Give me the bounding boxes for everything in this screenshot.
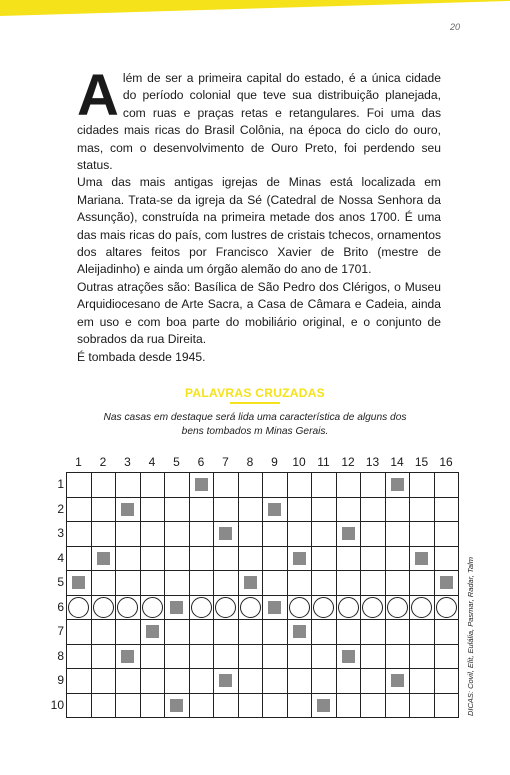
crossword-cell[interactable] — [116, 498, 141, 523]
crossword-cell[interactable] — [361, 620, 386, 645]
crossword-cell[interactable] — [165, 473, 190, 498]
crossword-cell[interactable] — [337, 645, 362, 670]
crossword-cell[interactable] — [435, 694, 460, 719]
crossword-cell[interactable] — [263, 694, 288, 719]
column-label: 7 — [222, 455, 229, 469]
highlight-circle — [436, 597, 457, 618]
crossword-cell[interactable] — [141, 669, 166, 694]
crossword-cell[interactable] — [92, 571, 117, 596]
crossword-cell[interactable] — [190, 473, 215, 498]
blocked-square — [293, 552, 306, 565]
crossword-cell[interactable] — [386, 571, 411, 596]
crossword-cell[interactable] — [410, 694, 435, 719]
crossword-cell[interactable] — [190, 620, 215, 645]
crossword-cell[interactable] — [214, 522, 239, 547]
highlight-circle — [289, 597, 310, 618]
crossword-cell[interactable] — [214, 498, 239, 523]
crossword-cell[interactable] — [337, 694, 362, 719]
crossword-cell[interactable] — [386, 522, 411, 547]
blocked-square — [342, 650, 355, 663]
crossword-cell[interactable] — [116, 620, 141, 645]
highlight-circle — [93, 597, 114, 618]
crossword-cell[interactable] — [312, 669, 337, 694]
blocked-square — [342, 527, 355, 540]
crossword-cell[interactable] — [141, 620, 166, 645]
row-label: 8 — [57, 648, 64, 663]
crossword-cell[interactable] — [141, 498, 166, 523]
highlight-circle — [191, 597, 212, 618]
crossword-cell[interactable] — [263, 620, 288, 645]
top-accent-band — [0, 0, 510, 16]
crossword-cell[interactable] — [214, 620, 239, 645]
column-label: 9 — [271, 455, 278, 469]
crossword-cell[interactable] — [312, 547, 337, 572]
crossword-cell[interactable] — [67, 645, 92, 670]
crossword-cell[interactable] — [288, 645, 313, 670]
crossword-cell[interactable] — [239, 620, 264, 645]
page-number: 20 — [449, 22, 460, 32]
blocked-square — [170, 601, 183, 614]
crossword-cell[interactable] — [361, 694, 386, 719]
column-label: 16 — [439, 455, 453, 469]
crossword-cell[interactable] — [263, 473, 288, 498]
blocked-square — [440, 576, 453, 589]
crossword-cell[interactable] — [141, 473, 166, 498]
crossword-cell[interactable] — [165, 596, 190, 621]
crossword-cell[interactable] — [165, 669, 190, 694]
crossword-cell[interactable] — [386, 669, 411, 694]
crossword-cell[interactable] — [92, 669, 117, 694]
column-label: 12 — [341, 455, 355, 469]
crossword-cell[interactable] — [312, 498, 337, 523]
crossword-cell[interactable] — [239, 473, 264, 498]
crossword-cell[interactable] — [288, 547, 313, 572]
row-label: 9 — [57, 673, 64, 687]
highlight-circle — [240, 597, 261, 618]
blocked-square — [391, 478, 404, 491]
crossword-cell[interactable] — [337, 669, 362, 694]
column-label: 5 — [173, 455, 180, 469]
crossword-cell[interactable] — [92, 522, 117, 547]
highlight-circle — [338, 597, 359, 618]
crossword-cell[interactable] — [190, 498, 215, 523]
paragraph-2: Uma das mais antigas igrejas de Minas está localizada em Mariana. Trata-se da igreja da Sé (Catedral de Nossa Senhora da Assunção), construída na primeira metade dos anos 1700. É uma das mais ricas do país, com lustres de cristais tchecos, ornamentos dos altares feitos por Francisco Xavier de Brito (mestre de Aleijadinho) e ainda um órgão alemão do ano de 1701. — [77, 175, 441, 277]
paragraph-3: Outras atrações são: Basílica de São Pedro dos Clérigos, o Museu Arquidiocesano de Arte Sacra, a Casa de Câmara e Cadeia, ainda em uso e com boa parte do mobiliário original, e o conjunto de sobrados da rua Direita. — [77, 279, 441, 347]
column-label: 4 — [148, 455, 156, 469]
crossword-cell[interactable] — [410, 498, 435, 523]
crossword-cell[interactable] — [165, 645, 190, 670]
title-underline — [230, 402, 280, 404]
crossword-cell[interactable] — [239, 498, 264, 523]
blocked-square — [146, 625, 159, 638]
crossword-cell[interactable] — [361, 498, 386, 523]
column-label: 8 — [246, 455, 254, 469]
crossword-cell[interactable] — [312, 473, 337, 498]
crossword-cell[interactable] — [214, 645, 239, 670]
crossword-cell[interactable] — [92, 645, 117, 670]
drop-cap: A — [77, 63, 119, 128]
crossword-cell[interactable] — [165, 694, 190, 719]
crossword-cell[interactable] — [165, 522, 190, 547]
crossword-cell[interactable] — [165, 620, 190, 645]
crossword-cell[interactable] — [239, 547, 264, 572]
blocked-square — [293, 625, 306, 638]
crossword-cell[interactable] — [214, 571, 239, 596]
crossword-cell[interactable] — [141, 645, 166, 670]
crossword-cell[interactable] — [288, 669, 313, 694]
highlight-circle — [362, 597, 383, 618]
row-label: 5 — [57, 575, 64, 589]
crossword-cell[interactable] — [263, 645, 288, 670]
crossword-cell[interactable] — [165, 498, 190, 523]
column-label: 13 — [365, 455, 380, 469]
crossword-cell[interactable] — [435, 498, 460, 523]
crossword-cell[interactable] — [92, 596, 117, 621]
crossword-cell[interactable] — [141, 571, 166, 596]
blocked-square — [121, 650, 134, 663]
crossword-cell[interactable] — [116, 645, 141, 670]
crossword-cell[interactable] — [239, 669, 264, 694]
crossword-cell[interactable] — [239, 522, 264, 547]
crossword-cell[interactable] — [141, 522, 166, 547]
column-label: 11 — [317, 455, 330, 469]
puzzle-hints: DICAS: Covil, Elit, Eulália, Pasmar, Radar, Talm — [466, 557, 475, 716]
crossword-cell[interactable] — [141, 547, 166, 572]
crossword-cell[interactable] — [361, 473, 386, 498]
crossword-cell[interactable] — [190, 571, 215, 596]
crossword-cell[interactable] — [410, 669, 435, 694]
crossword-cell[interactable] — [435, 596, 460, 621]
crossword-cell[interactable] — [386, 498, 411, 523]
crossword-cell[interactable] — [116, 596, 141, 621]
crossword-cell[interactable] — [67, 596, 92, 621]
crossword-cell[interactable] — [288, 473, 313, 498]
crossword-cell[interactable] — [337, 473, 362, 498]
blocked-square — [195, 478, 208, 491]
crossword-cell[interactable] — [337, 620, 362, 645]
crossword-cell[interactable] — [435, 522, 460, 547]
column-label: 14 — [390, 455, 404, 469]
crossword-cell[interactable] — [337, 571, 362, 596]
crossword-cell[interactable] — [214, 473, 239, 498]
blocked-square — [170, 699, 183, 712]
crossword-cell[interactable] — [312, 694, 337, 719]
crossword-cell[interactable] — [361, 571, 386, 596]
blocked-square — [72, 576, 85, 589]
puzzle-instructions: Nas casas em destaque será lida uma característica de alguns dos bens tombados m Minas Gerais. — [103, 412, 407, 437]
crossword-cell[interactable] — [67, 473, 92, 498]
article-body — [77, 63, 441, 366]
crossword-cell[interactable] — [410, 620, 435, 645]
crossword-cell[interactable] — [214, 547, 239, 572]
crossword-cell[interactable] — [435, 645, 460, 670]
crossword-cell[interactable] — [239, 645, 264, 670]
crossword-cell[interactable] — [288, 694, 313, 719]
row-label: 2 — [57, 501, 64, 516]
crossword-cell[interactable] — [410, 596, 435, 621]
crossword-cell[interactable] — [337, 596, 362, 621]
crossword-cell[interactable] — [92, 498, 117, 523]
blocked-square — [219, 674, 232, 687]
crossword-cell[interactable] — [386, 645, 411, 670]
blocked-square — [415, 552, 428, 565]
crossword-cell[interactable] — [239, 596, 264, 621]
crossword-cell[interactable] — [263, 547, 288, 572]
column-label: 1 — [75, 455, 82, 469]
crossword-cell[interactable] — [386, 547, 411, 572]
row-label: 4 — [57, 550, 64, 565]
column-label: 6 — [197, 455, 205, 469]
crossword-cell[interactable] — [92, 473, 117, 498]
blocked-square — [268, 503, 281, 516]
crossword-cell[interactable] — [435, 620, 460, 645]
crossword-cell[interactable] — [67, 669, 92, 694]
crossword-cell[interactable] — [312, 620, 337, 645]
row-label: 6 — [57, 599, 64, 614]
crossword-cell[interactable] — [312, 522, 337, 547]
column-label: 10 — [292, 455, 306, 469]
crossword-cell[interactable] — [312, 571, 337, 596]
crossword-cell[interactable] — [190, 669, 215, 694]
crossword-cell[interactable] — [67, 620, 92, 645]
row-label: 1 — [57, 477, 64, 491]
crossword-cell[interactable] — [165, 547, 190, 572]
crossword-cell[interactable] — [288, 620, 313, 645]
puzzle-title: PALAVRAS CRUZADAS — [185, 386, 325, 400]
crossword-cell[interactable] — [386, 620, 411, 645]
crossword-cell[interactable] — [435, 571, 460, 596]
crossword-cell[interactable] — [288, 498, 313, 523]
crossword-cell[interactable] — [361, 522, 386, 547]
crossword-cell[interactable] — [410, 473, 435, 498]
crossword-cell[interactable] — [67, 522, 92, 547]
column-label: 2 — [99, 455, 107, 469]
crossword-cell[interactable] — [386, 596, 411, 621]
blocked-square — [391, 674, 404, 687]
crossword-cell[interactable] — [361, 596, 386, 621]
crossword-cell[interactable] — [190, 645, 215, 670]
crossword-cell[interactable] — [116, 669, 141, 694]
crossword-cell[interactable] — [288, 596, 313, 621]
crossword-cell[interactable] — [263, 571, 288, 596]
crossword-cell[interactable] — [386, 473, 411, 498]
paragraph-1: lém de ser a primeira capital do estado, é a única cidade do período colonial que teve sua distribuição planejada, com ruas e praças retas e retangulares. Foi uma das cidades mais ricas do Brasil Colônia, na época do ciclo do ouro, mas, com o desenvolvimento de Ouro Preto, foi perdendo seu status. — [77, 71, 441, 173]
crossword-cell[interactable] — [116, 473, 141, 498]
crossword-cell[interactable] — [263, 498, 288, 523]
crossword-cell[interactable] — [410, 547, 435, 572]
highlight-circle — [313, 597, 334, 618]
crossword-grid — [66, 472, 459, 718]
crossword-cell[interactable] — [92, 694, 117, 719]
crossword-cell[interactable] — [435, 669, 460, 694]
blocked-square — [317, 699, 330, 712]
crossword-cell[interactable] — [361, 547, 386, 572]
crossword-cell[interactable] — [239, 571, 264, 596]
column-label: 15 — [414, 455, 429, 469]
column-label: 3 — [124, 455, 131, 469]
crossword-cell[interactable] — [435, 547, 460, 572]
crossword-cell[interactable] — [410, 571, 435, 596]
row-label: 7 — [57, 624, 64, 638]
paragraph-4: É tombada desde 1945. — [77, 349, 206, 364]
crossword-cell[interactable] — [263, 669, 288, 694]
highlight-circle — [142, 597, 163, 618]
row-label: 3 — [57, 526, 64, 540]
highlight-circle — [68, 597, 89, 618]
crossword-cell[interactable] — [190, 522, 215, 547]
crossword-cell[interactable] — [386, 694, 411, 719]
crossword-cell[interactable] — [239, 694, 264, 719]
blocked-square — [244, 576, 257, 589]
crossword-cell[interactable] — [116, 571, 141, 596]
crossword-cell[interactable] — [263, 522, 288, 547]
crossword-cell[interactable] — [165, 571, 190, 596]
crossword-cell[interactable] — [410, 645, 435, 670]
crossword-cell[interactable] — [141, 596, 166, 621]
highlight-circle — [387, 597, 408, 618]
crossword-cell[interactable] — [67, 571, 92, 596]
crossword-cell[interactable] — [214, 669, 239, 694]
crossword-cell[interactable] — [190, 596, 215, 621]
crossword-cell[interactable] — [312, 596, 337, 621]
crossword-cell[interactable] — [288, 571, 313, 596]
blocked-square — [97, 552, 110, 565]
highlight-circle — [411, 597, 432, 618]
highlight-circle — [215, 597, 236, 618]
crossword-cell[interactable] — [214, 596, 239, 621]
crossword-cell[interactable] — [116, 694, 141, 719]
blocked-square — [268, 601, 281, 614]
row-label: 10 — [50, 697, 64, 712]
crossword-cell[interactable] — [190, 547, 215, 572]
crossword-cell[interactable] — [263, 596, 288, 621]
crossword-cell[interactable] — [67, 547, 92, 572]
crossword-cell[interactable] — [116, 522, 141, 547]
crossword-cell[interactable] — [190, 694, 215, 719]
crossword-cell[interactable] — [92, 547, 117, 572]
crossword-cell[interactable] — [337, 522, 362, 547]
crossword-cell[interactable] — [288, 522, 313, 547]
crossword-cell[interactable] — [337, 498, 362, 523]
crossword-cell[interactable] — [410, 522, 435, 547]
crossword-cell[interactable] — [141, 694, 166, 719]
crossword-cell[interactable] — [92, 620, 117, 645]
blocked-square — [121, 503, 134, 516]
crossword-cell[interactable] — [361, 645, 386, 670]
crossword-cell[interactable] — [214, 694, 239, 719]
crossword-cell[interactable] — [361, 669, 386, 694]
crossword-cell[interactable] — [312, 645, 337, 670]
crossword-cell[interactable] — [67, 498, 92, 523]
highlight-circle — [117, 597, 138, 618]
blocked-square — [219, 527, 232, 540]
crossword-cell[interactable] — [435, 473, 460, 498]
crossword-cell[interactable] — [67, 694, 92, 719]
crossword-cell[interactable] — [337, 547, 362, 572]
crossword-cell[interactable] — [116, 547, 141, 572]
